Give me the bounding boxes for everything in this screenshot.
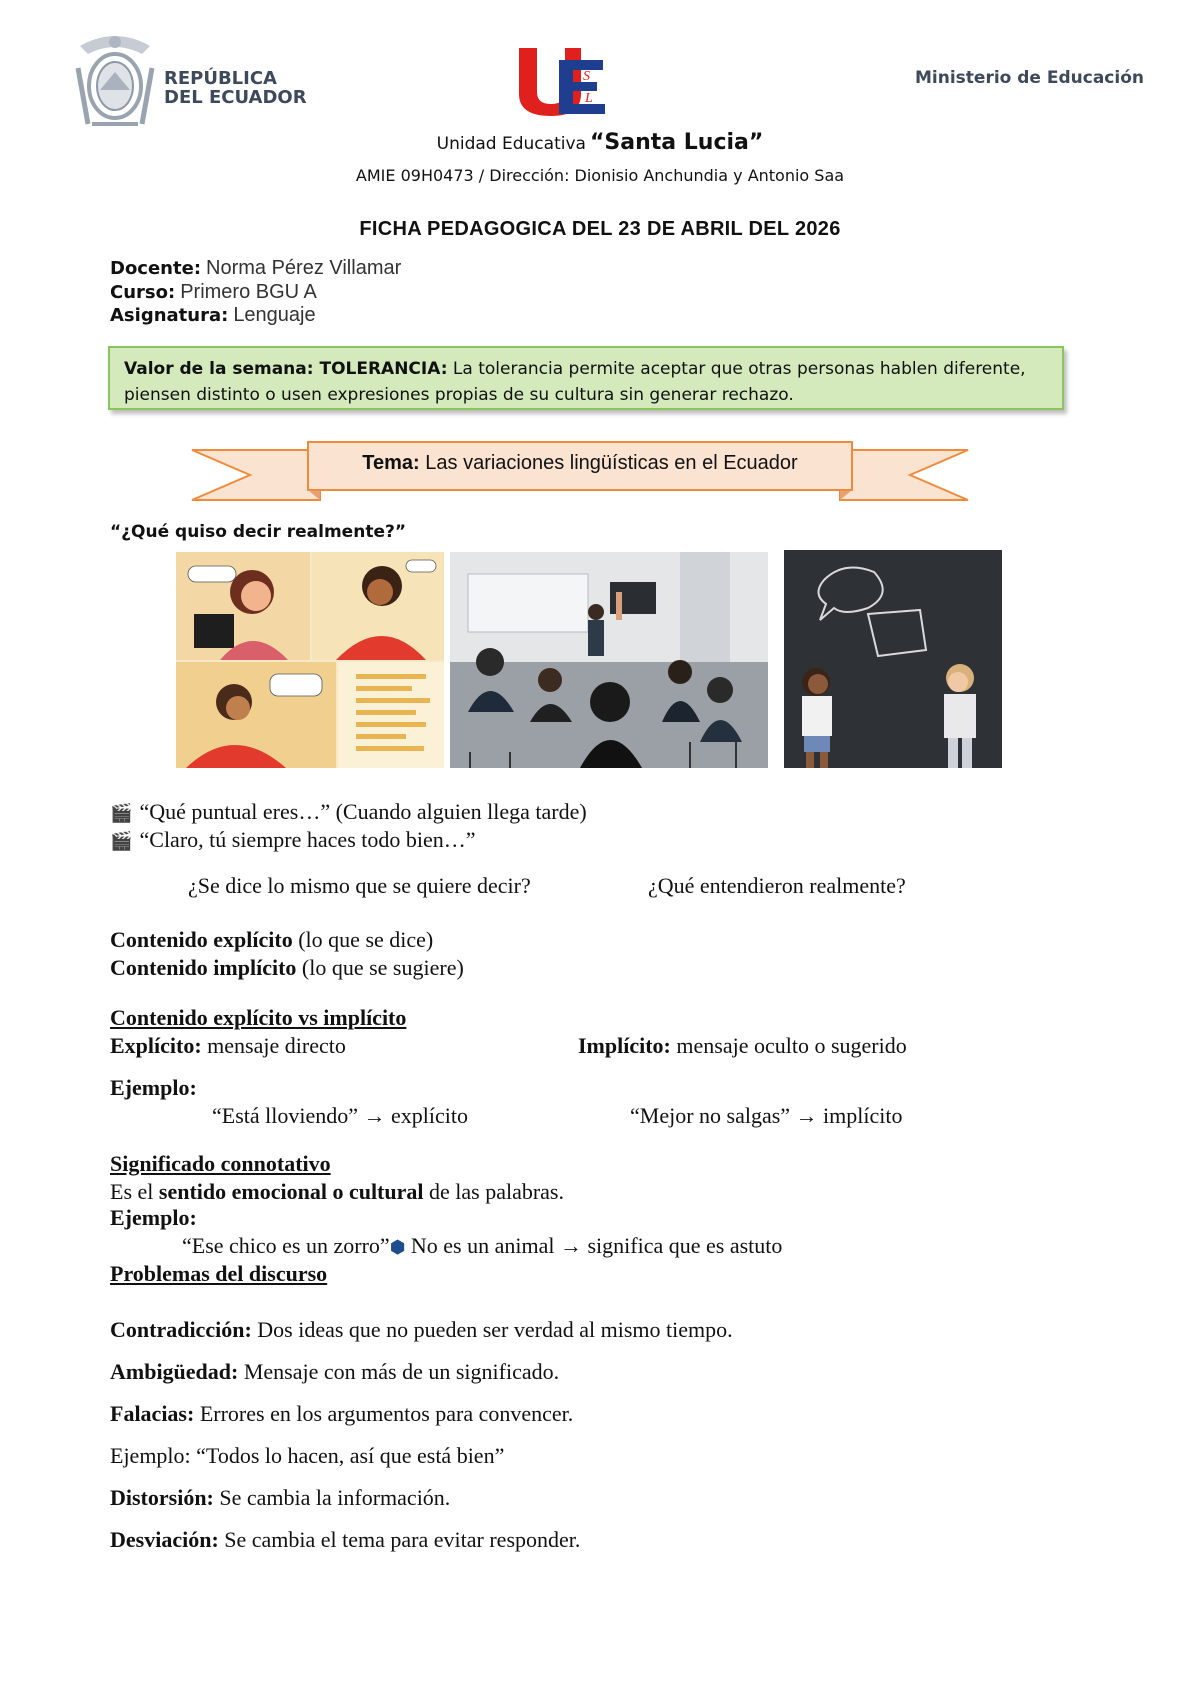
bullet-item-1: 🎬 “Qué puntual eres…” (Cuando alguien llega tarde) <box>110 798 587 827</box>
coat-of-arms-icon <box>70 28 160 136</box>
tema-text: Las variaciones lingüísticas en el Ecuador <box>425 452 798 474</box>
comic-illustration <box>176 552 444 768</box>
valor-box <box>108 346 1064 410</box>
question-1: ¿Se dice lo mismo que se quiere decir? <box>188 873 531 898</box>
school-prefix: Unidad Educativa <box>436 134 586 154</box>
problema-contradiccion: Contradicción: Dos ideas que no pueden ser verdad al mismo tiempo. <box>110 1317 733 1342</box>
pointing-hand-icon: ⬢ <box>389 1237 406 1257</box>
school-name: “Santa Lucia” <box>589 130 764 155</box>
ejemplo-2: “Mejor no salgas” → implícito <box>630 1103 903 1128</box>
page-title: FICHA PEDAGOGICA DEL 23 DE ABRIL DEL 2026 <box>359 218 841 240</box>
asignatura-value: Lenguaje <box>233 304 316 326</box>
docente-row <box>110 256 401 281</box>
chalkboard-children-photo <box>784 550 1002 768</box>
connotativo-ejemplo: “Ese chico es un zorro”⬢ No es un animal → significa que es astuto <box>182 1233 783 1258</box>
ribbon-banner-icon <box>190 440 970 510</box>
curso-label: Curso: <box>110 282 176 303</box>
ministerio-logo-text: Ministerio de Educación <box>915 68 1144 88</box>
implicito-def: Implícito: mensaje oculto o sugerido <box>578 1033 907 1058</box>
bullet-item-2: 🎬 “Claro, tú siempre haces todo bien…” <box>110 826 476 855</box>
ejemplo-1: “Está lloviendo” → explícito <box>212 1103 468 1128</box>
tema-line <box>320 452 840 475</box>
comic-image <box>176 552 444 768</box>
contenido-implicito: Contenido implícito (lo que se sugiere) <box>110 955 464 980</box>
ecuador-coat-of-arms <box>70 28 160 136</box>
vs-heading: Contenido explícito vs implícito <box>110 1005 407 1030</box>
school-logo <box>515 42 610 117</box>
asignatura-row <box>110 303 316 328</box>
question-2: ¿Qué entendieron realmente? <box>648 873 906 898</box>
republica-ecuador-label: REPÚBLICA DEL ECUADOR <box>164 68 307 108</box>
school-address: AMIE 09H0473 / Dirección: Dionisio Anchundia y Antonio Saa <box>355 166 845 185</box>
question-title: “¿Qué quiso decir realmente?” <box>110 522 407 542</box>
clapperboard-icon: 🎬 <box>110 831 133 851</box>
curso-row <box>110 280 317 305</box>
connotativo-heading: Significado connotativo <box>110 1151 331 1176</box>
school-logo-icon <box>515 42 610 117</box>
asignatura-label: Asignatura: <box>110 305 229 326</box>
tema-ribbon <box>190 440 970 510</box>
chalkboard-image <box>784 550 1002 768</box>
tema-label: Tema: <box>362 452 420 474</box>
connotativo-ejemplo-label: Ejemplo: <box>110 1205 197 1230</box>
problema-falacias: Falacias: Errores en los argumentos para convencer. <box>110 1401 574 1426</box>
problemas-heading: Problemas del discurso <box>110 1261 328 1286</box>
valor-text: La tolerancia permite aceptar que otras personas hablen diferente, piensen distinto o usen expresiones propias de su cultura sin generar rechazo. <box>124 359 1026 405</box>
problema-desviacion: Desviación: Se cambia el tema para evitar responder. <box>110 1527 581 1552</box>
valor-label: Valor de la semana: TOLERANCIA: <box>124 359 448 379</box>
docente-label: Docente: <box>110 258 202 279</box>
docente-value: Norma Pérez Villamar <box>206 257 402 279</box>
problema-ambiguedad: Ambigüedad: Mensaje con más de un significado. <box>110 1359 560 1384</box>
connotativo-text: Es el sentido emocional o cultural de las palabras. <box>110 1179 564 1204</box>
classroom-photo <box>450 552 768 768</box>
logo-letter-s: S <box>583 69 590 84</box>
logo-letter-l: L <box>585 91 593 106</box>
classroom-image <box>450 552 768 768</box>
ejemplo-label: Ejemplo: <box>110 1075 197 1100</box>
clapperboard-icon: 🎬 <box>110 803 133 823</box>
curso-value: Primero BGU A <box>180 281 317 303</box>
school-name-line <box>0 130 1200 155</box>
problema-ejemplo: Ejemplo: “Todos lo hacen, así que está bien” <box>110 1443 505 1468</box>
explicito-def: Explícito: mensaje directo <box>110 1033 346 1058</box>
problema-distorsion: Distorsión: Se cambia la información. <box>110 1485 451 1510</box>
contenido-explicito: Contenido explícito (lo que se dice) <box>110 927 434 952</box>
